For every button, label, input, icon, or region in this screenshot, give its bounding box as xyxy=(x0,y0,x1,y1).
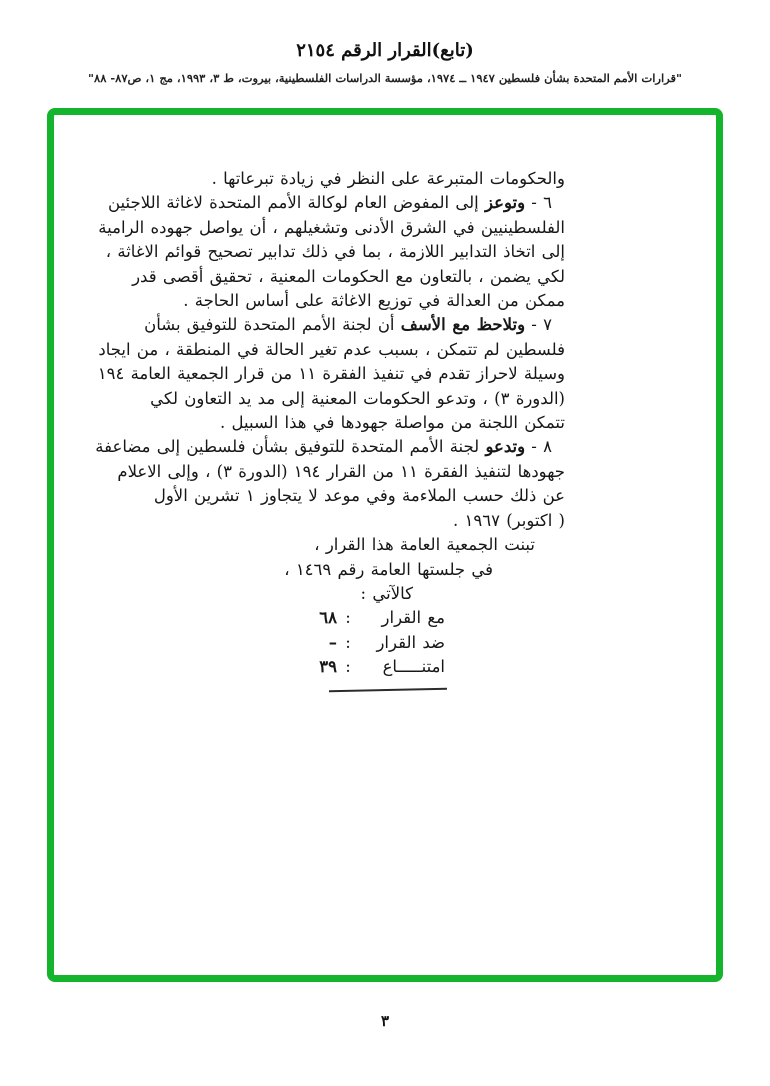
paragraph-6 xyxy=(98,191,565,313)
body-line: وسيلة لاحراز تقدم في تنفيذ الفقرة ١١ من قرار الجمعية العامة ١٩٤ xyxy=(97,364,565,384)
adoption-note xyxy=(165,533,565,606)
vote-tally xyxy=(165,606,445,679)
resolution-continuation-title: (تابع)القرار الرقم ٢١٥٤ xyxy=(296,40,474,61)
vote-separator: : xyxy=(345,632,351,652)
adoption-line: في جلستها العامة رقم ١٤٦٩ ، xyxy=(284,559,493,579)
line-text: إلى المفوض العام لوكالة الأمم المتحدة لاغاثة اللاجئين xyxy=(108,193,485,213)
paragraph-8 xyxy=(95,435,565,533)
intro-line: والحكومات المتبرعة على النظر في زيادة تبرعاتها . xyxy=(211,169,565,188)
body-line: تتمكن اللجنة من مواصلة جهودها في هذا السبيل . xyxy=(220,413,565,433)
body-line xyxy=(95,435,565,459)
body-line xyxy=(144,313,565,337)
resolution-body xyxy=(95,167,565,691)
vote-row xyxy=(165,655,445,679)
vote-label: مع القرار xyxy=(381,608,445,628)
vote-value: ٦٨ xyxy=(319,608,337,628)
vote-row xyxy=(165,606,445,630)
body-line: جهودها لتنفيذ الفقرة ١١ من القرار ١٩٤ (الدورة ٣) ، وإلى الاعلام xyxy=(117,461,565,481)
body-line: ( اكتوبر) ١٩٦٧ . xyxy=(453,510,565,530)
paragraph-number: ٧ - xyxy=(525,315,552,335)
vote-value: ٣٩ xyxy=(319,657,337,677)
body-line: لكي يضمن ، بالتعاون مع الحكومات المعنية ، تحقيق أقصى قدر xyxy=(132,266,565,286)
paragraph-7 xyxy=(97,313,565,435)
vote-separator: : xyxy=(345,608,351,628)
page-number: ٣ xyxy=(380,1012,390,1030)
adoption-line: تبنت الجمعية العامة هذا القرار ، xyxy=(314,535,535,555)
operative-verb: وتدعو xyxy=(485,437,526,457)
vote-value: – xyxy=(328,632,337,652)
body-line: الفلسطينيين في الشرق الأدنى وتشغيلهم ، أن يواصل جهوده الرامية xyxy=(98,217,565,237)
operative-verb: وتوعز xyxy=(485,193,526,213)
paragraph-number: ٨ - xyxy=(525,437,552,457)
source-citation: "قرارات الأمم المتحدة بشأن فلسطين ١٩٤٧ ــ ١٩٧٤، مؤسسة الدراسات الفلسطينية، بيروت، ط ٣، ١٩٩٣، مج ١، ص٨٧- ٨٨" xyxy=(88,71,682,85)
vote-row xyxy=(165,631,445,655)
body-line: فلسطين لم تتمكن ، بسبب عدم تغير الحالة في المنطقة ، من ايجاد xyxy=(98,339,565,359)
line-text: لجنة الأمم المتحدة للتوفيق بشأن فلسطين إلى مضاعفة xyxy=(95,437,486,457)
body-line: ممكن من العدالة في توزيع الاغاثة على أساس الحاجة . xyxy=(183,291,565,311)
body-line: عن ذلك حسب الملاءمة وفي موعد لا يتجاوز ١ تشرين الأول xyxy=(153,486,565,506)
adoption-line: كالآتي : xyxy=(360,583,413,603)
operative-verb: وتلاحظ مع الأسف xyxy=(400,315,526,335)
vote-label: ضد القرار xyxy=(376,632,445,652)
paragraph-number: ٦ - xyxy=(525,193,552,213)
body-line xyxy=(108,191,565,215)
vote-label: امتنـــــاع xyxy=(382,657,445,677)
line-text: أن لجنة الأمم المتحدة للتوفيق بشأن xyxy=(144,315,401,335)
body-line: إلى اتخاذ التدابير اللازمة ، بما في ذلك تدابير تصحيح قوائم الاغاثة ، xyxy=(105,242,565,262)
vote-separator: : xyxy=(345,657,351,677)
body-line: (الدورة ٣) ، وتدعو الحكومات المعنية إلى مد يد التعاون لكي xyxy=(150,388,565,408)
